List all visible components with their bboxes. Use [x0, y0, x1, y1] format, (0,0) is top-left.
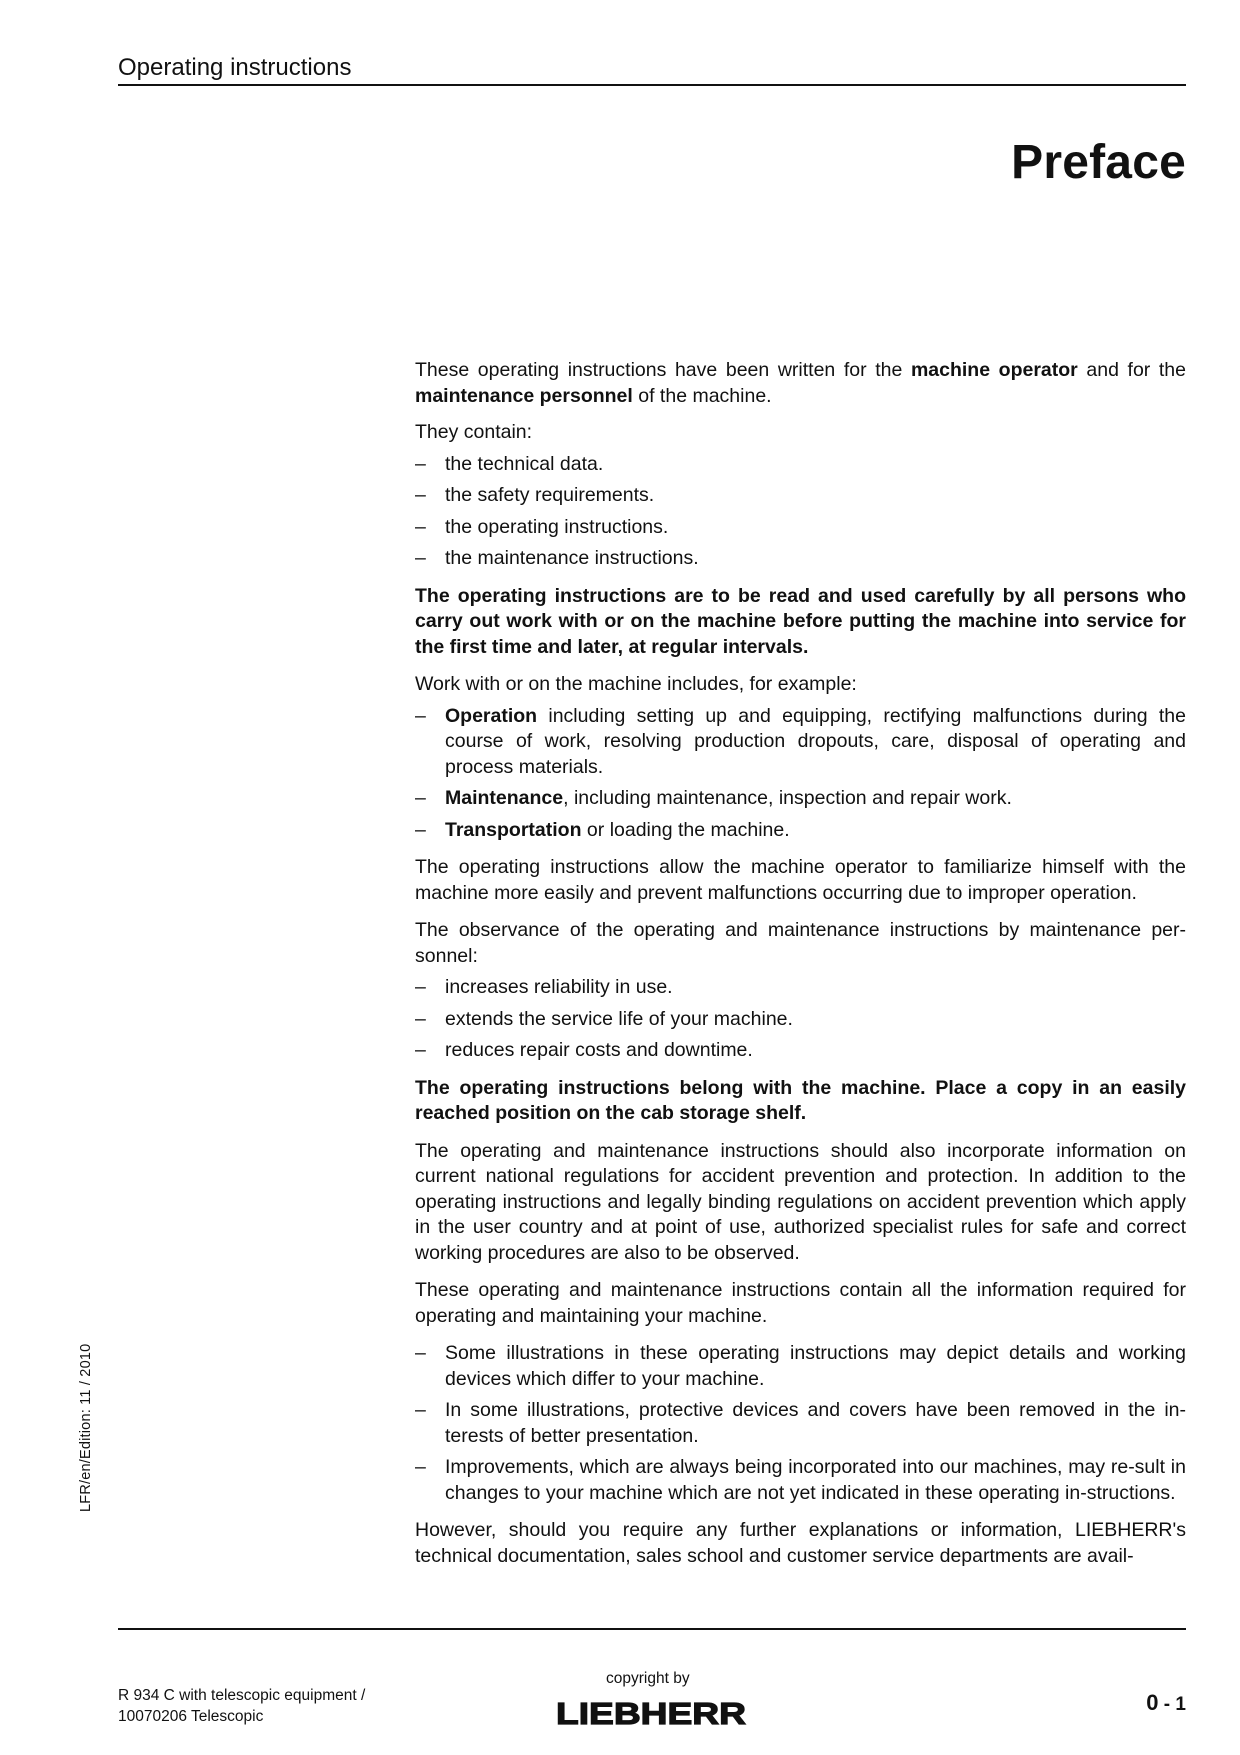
dash-bullet: –: [415, 1342, 426, 1364]
list-item-label: Maintenance: [445, 787, 564, 809]
intro-text-1: These operating instructions have been written for the: [415, 359, 911, 381]
list-item-text: including setting up and equipping, rectifying malfunctions during the course of work, resolving production dropouts, care, disposal of operating and process materials.: [445, 704, 1186, 778]
list-item-text: , including maintenance, inspection and repair work.: [563, 787, 1012, 809]
observance-lead: The observance of the operating and maintenance instructions by maintenance per-sonnel:: [415, 919, 1186, 967]
page-separator: -: [1158, 1694, 1176, 1715]
familiarize-paragraph: The operating instructions allow the machine operator to familiarize himself with the machine more easily and prevent malfunctions occurring due to improper operation.: [415, 856, 1186, 904]
intro-text-3: of the machine.: [632, 384, 772, 407]
dash-bullet: –: [415, 484, 426, 506]
header-rule: [118, 84, 1186, 86]
contain-lead: They contain:: [415, 421, 533, 443]
edition-note: LFR/en/Edition: 11 / 2010: [78, 1343, 94, 1512]
list-item-text: extends the service life of your machine.: [445, 1007, 793, 1030]
footer-rule: [118, 1628, 1186, 1630]
list-item: [415, 786, 1186, 812]
work-list: [415, 704, 1186, 844]
dash-bullet: –: [415, 704, 426, 727]
list-item: [415, 1341, 1186, 1392]
list-item: [415, 515, 1186, 541]
list-item: [415, 546, 1186, 572]
list-item-text: increases reliability in use.: [445, 976, 673, 998]
liebherr-logo: [553, 1697, 749, 1732]
page-number: [1146, 1690, 1186, 1716]
dash-bullet: –: [415, 976, 426, 998]
list-item-text: the safety requirements.: [445, 484, 655, 506]
header-title: Operating instructions: [118, 54, 352, 81]
regulations-paragraph: The operating and maintenance instructions should also incorporate information on current national regulations for accident prevention and protection. In addition to the operating instructions and legally binding regulations on accident prevention which apply in the user country and at point of use, authorized specialist rules for safe and correct working procedures are also to be observed.: [415, 1139, 1186, 1264]
list-item: [415, 1038, 1186, 1064]
page-section: 0: [1146, 1690, 1159, 1715]
dash-bullet: –: [415, 452, 426, 475]
list-item-label: Operation: [445, 704, 538, 727]
list-item-text: the technical data.: [445, 452, 604, 475]
list-item-text: reduces repair costs and downtime.: [445, 1039, 753, 1061]
model-line-2: 10070206 Telescopic: [118, 1708, 264, 1725]
dash-bullet: –: [415, 818, 426, 841]
list-item-text: Improvements, which are always being incorporated into our machines, may re-sult in changes to your machine which are not yet indicated in these operating in-structions.: [445, 1456, 1186, 1504]
illustrations-list: [415, 1341, 1186, 1506]
dash-bullet: –: [415, 515, 426, 538]
dash-bullet: –: [415, 1007, 426, 1030]
list-item: [415, 818, 1186, 844]
list-item-text: In some illustrations, protective devices and covers have been removed in the in-terests of better presentation.: [445, 1399, 1186, 1447]
intro-text-2: and for the: [1077, 359, 1186, 381]
model-designation: [118, 1685, 365, 1727]
contain-all-paragraph: These operating and maintenance instructions contain all the information required for operating and maintaining your machine.: [415, 1279, 1186, 1327]
page-index: 1: [1175, 1694, 1186, 1715]
storage-notice: The operating instructions belong with the machine. Place a copy in an easily reached position on the cab storage shelf.: [415, 1076, 1186, 1124]
dash-bullet: –: [415, 547, 426, 569]
list-item: [415, 704, 1186, 781]
list-item-text: or loading the machine.: [581, 818, 790, 841]
liebherr-logo-text: LIEBHERR: [556, 1697, 746, 1727]
dash-bullet: –: [415, 1039, 426, 1061]
read-carefully-notice: The operating instructions are to be read and used carefully by all persons who carry out work with or on the machine before putting the machine into service for the first time and later, at regular intervals.: [415, 584, 1186, 658]
list-item: [415, 1007, 1186, 1033]
list-item: [415, 975, 1186, 1001]
list-item-label: Transportation: [445, 818, 582, 841]
intro-bold-operator: machine operator: [910, 359, 1078, 381]
list-item: [415, 1455, 1186, 1506]
dash-bullet: –: [415, 1399, 426, 1421]
dash-bullet: –: [415, 1456, 426, 1478]
model-line-1: R 934 C with telescopic equipment /: [118, 1687, 366, 1704]
observance-list: [415, 975, 1186, 1064]
contain-list: [415, 452, 1186, 572]
list-item: [415, 483, 1186, 509]
list-item: [415, 1398, 1186, 1449]
liebherr-logo-mark: [553, 1697, 749, 1727]
list-item-text: the maintenance instructions.: [445, 547, 699, 569]
list-item: [415, 452, 1186, 478]
dash-bullet: –: [415, 787, 426, 809]
copyright-label: copyright by: [606, 1670, 690, 1687]
intro-bold-personnel: maintenance personnel: [415, 384, 633, 407]
work-lead: Work with or on the machine includes, for example:: [415, 673, 857, 695]
list-item-text: the operating instructions.: [445, 515, 669, 538]
list-item-text: Some illustrations in these operating instructions may depict details and working devices which differ to your machine.: [445, 1342, 1186, 1390]
preface-body: [415, 358, 1186, 1581]
page-title: Preface: [1011, 136, 1186, 189]
closing-paragraph: However, should you require any further explanations or information, LIEBHERR's technical documentation, sales school and customer service departments are avail-: [415, 1519, 1186, 1567]
intro-paragraph: [415, 358, 1186, 409]
